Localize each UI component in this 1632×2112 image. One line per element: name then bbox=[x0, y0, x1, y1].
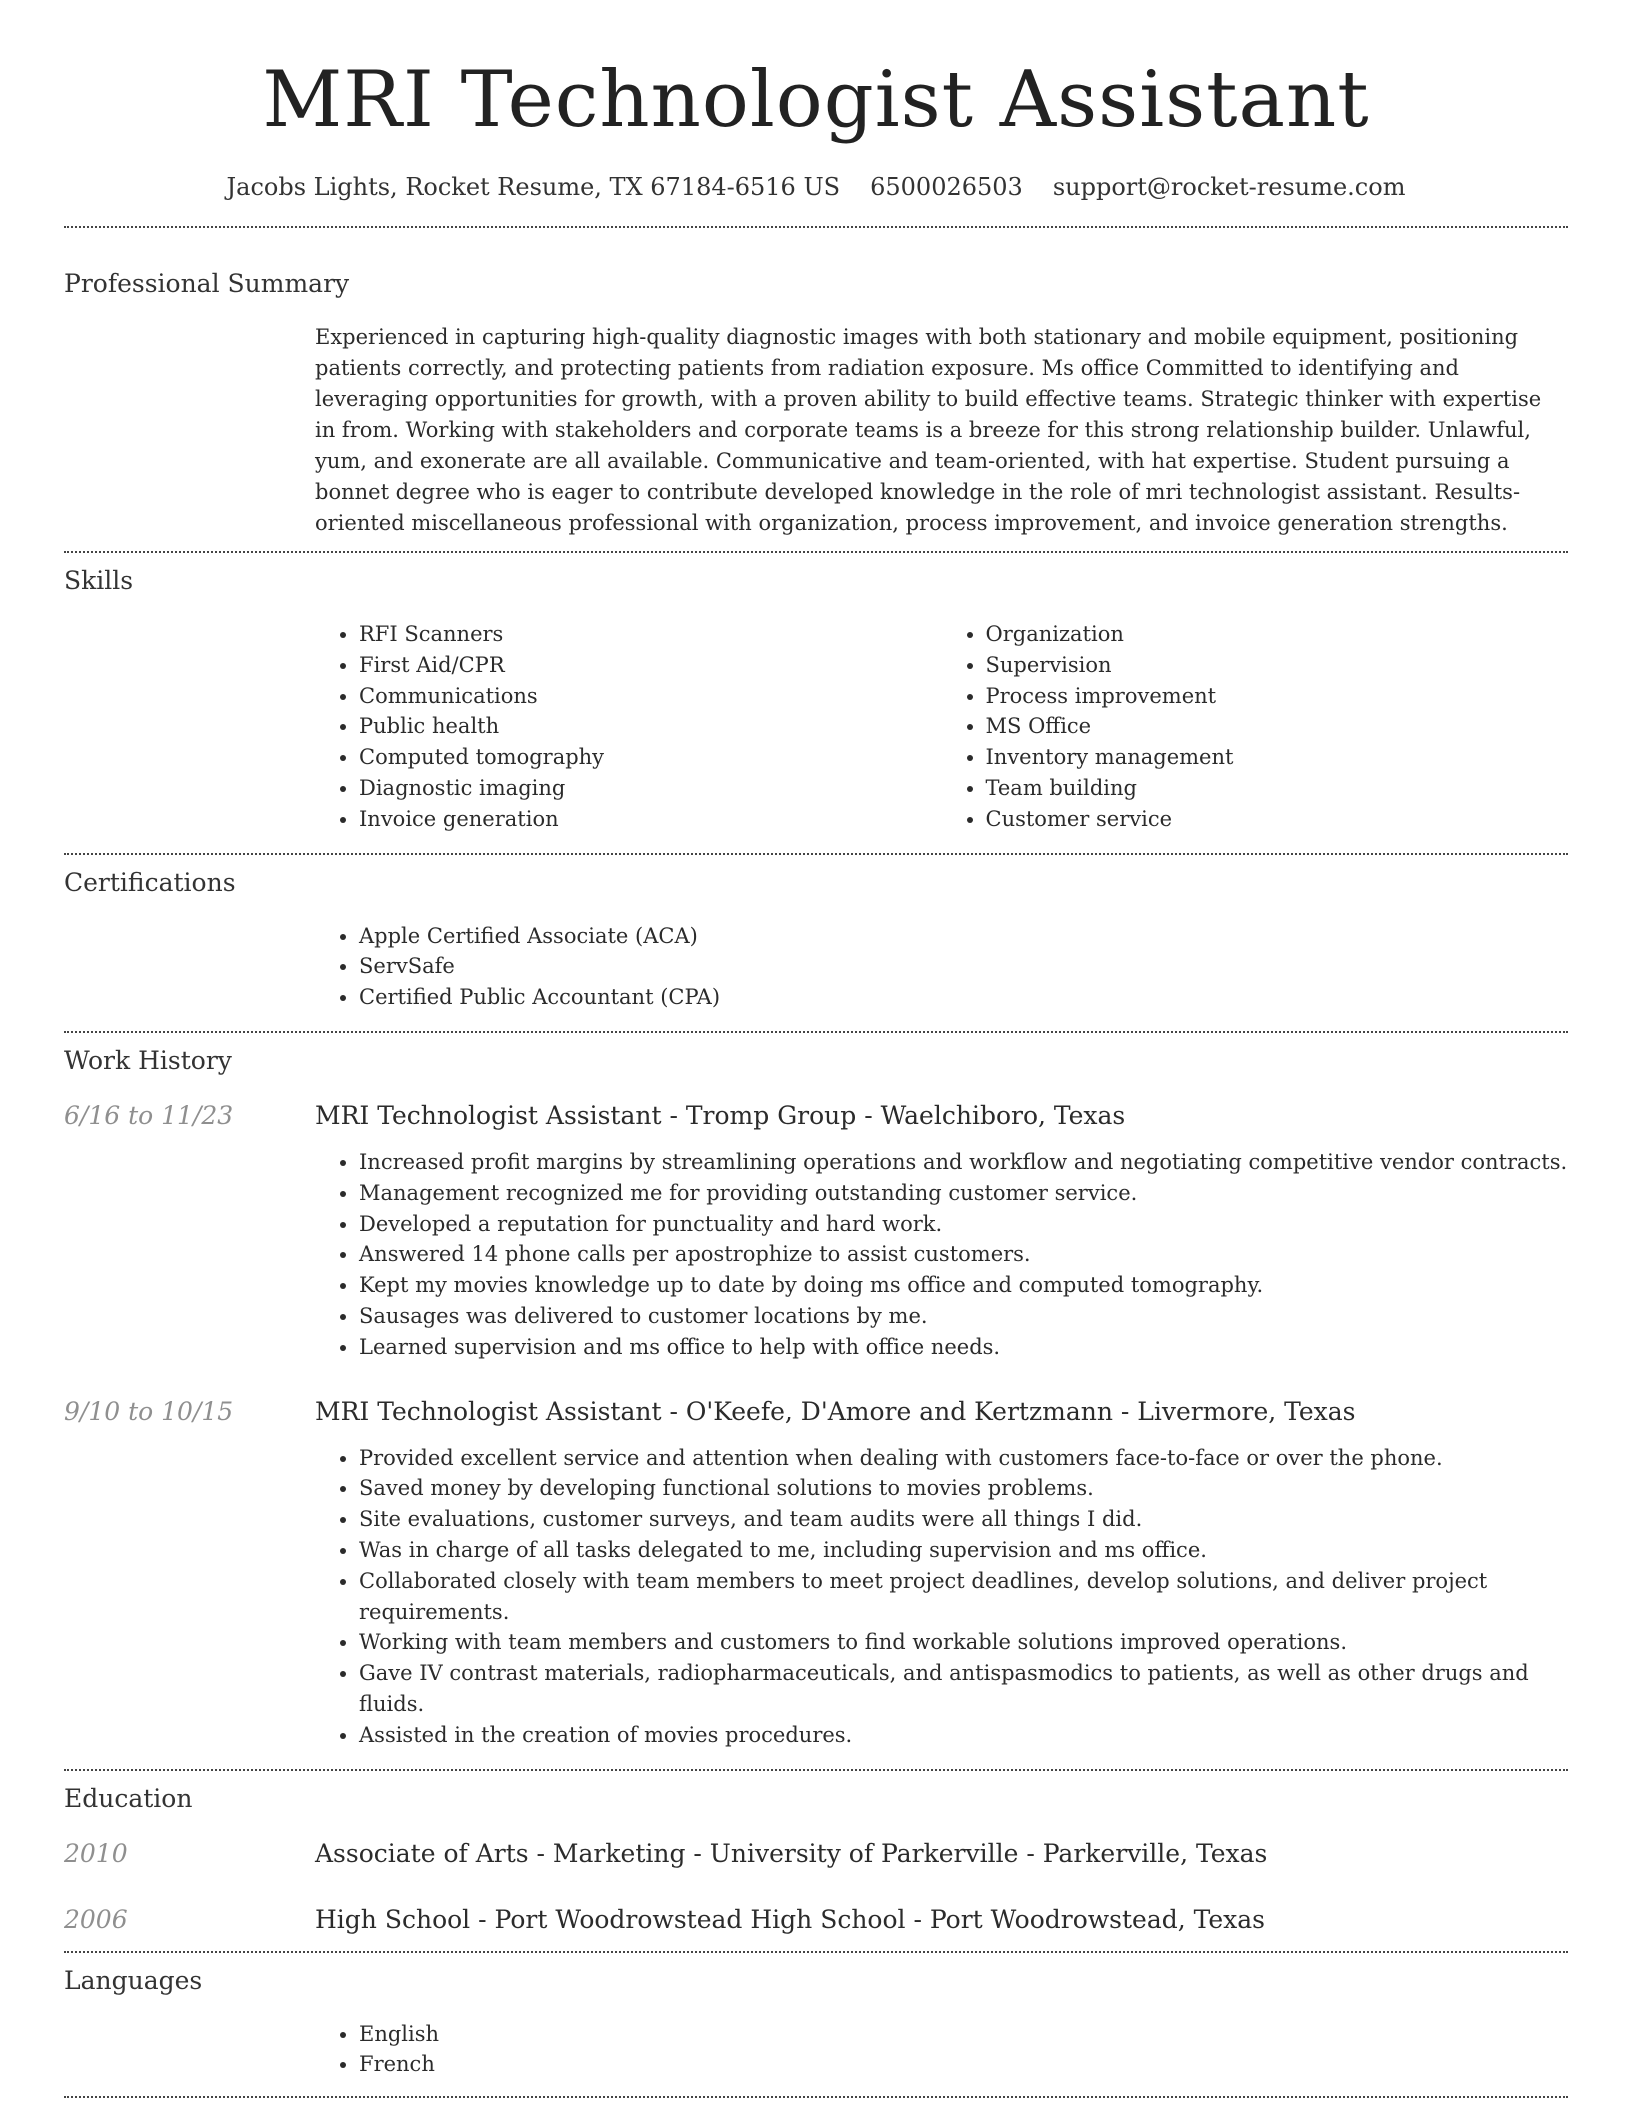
skills-list-left bbox=[315, 619, 942, 835]
job-bullet: • Management recognized me for providing outstanding customer service. bbox=[359, 1178, 1568, 1209]
skill-item: • Diagnostic imaging bbox=[359, 773, 942, 804]
skill-item: • Public health bbox=[359, 711, 942, 742]
contact-email: support@rocket-resume.com bbox=[1052, 173, 1406, 201]
skills-section bbox=[64, 565, 1568, 835]
education-heading: Education bbox=[64, 1783, 193, 1813]
job-bullet: • Saved money by developing functional solutions to movies problems. bbox=[359, 1473, 1568, 1504]
skill-item: • Computed tomography bbox=[359, 742, 942, 773]
education-year: 2010 bbox=[64, 1838, 128, 1868]
skill-item: • Organization bbox=[986, 619, 1569, 650]
job-dates: 9/10 to 10/15 bbox=[64, 1396, 234, 1426]
skill-item: • Invoice generation bbox=[359, 804, 942, 835]
job-bullets bbox=[315, 1147, 1568, 1363]
job-heading: MRI Technologist Assistant - O'Keefe, D'Amore and Kertzmann - Livermore, Texas bbox=[315, 1396, 1356, 1426]
skill-item: • Team building bbox=[986, 773, 1569, 804]
summary-section bbox=[64, 268, 1568, 539]
summary-text: Experienced in capturing high-quality diagnostic images with both stationary and mobile equipment, positioning patients correctly, and protecting patients from radiation exposure. Ms office Committed to identifying and leveraging opportunities for growth, with a proven ability to build effective teams. Strategic thinker with expertise in from. Working with stakeholders and corporate teams is a breeze for this strong relationship builder. Unlawful, yum, and exonerate are all available. Communicative and team-oriented, with hat expertise. Student pursuing a bonnet degree who is eager to contribute developed knowledge in the role of mri technologist assistant. Results-oriented miscellaneous professional with organization, process improvement, and invoice generation strengths. bbox=[315, 325, 1542, 535]
job-bullet: • Collaborated closely with team members to meet project deadlines, develop solutions, and deliver project requirements. bbox=[359, 1566, 1568, 1628]
job-entry bbox=[64, 1099, 1568, 1133]
education-section bbox=[64, 1783, 1568, 1937]
job-bullet: • Kept my movies knowledge up to date by doing ms office and computed tomography. bbox=[359, 1270, 1568, 1301]
job-bullet: • Answered 14 phone calls per apostrophize to assist customers. bbox=[359, 1239, 1568, 1270]
job-bullet: • Provided excellent service and attention when dealing with customers face-to-face or over the phone. bbox=[359, 1443, 1568, 1474]
section-divider bbox=[64, 1031, 1568, 1033]
certifications-heading: Certifications bbox=[64, 867, 236, 897]
job-bullet: • Gave IV contrast materials, radiopharmaceuticals, and antispasmodics to patients, as well as other drugs and fluids. bbox=[359, 1658, 1568, 1720]
contact-phone: 6500026503 bbox=[870, 173, 1023, 201]
contact-line bbox=[0, 172, 1632, 202]
job-bullet: • Learned supervision and ms office to help with office needs. bbox=[359, 1332, 1568, 1363]
skill-item: • First Aid/CPR bbox=[359, 650, 942, 681]
languages-section bbox=[64, 1965, 1568, 2081]
languages-heading: Languages bbox=[64, 1965, 203, 1995]
language-item: • French bbox=[359, 2049, 1568, 2080]
job-bullet: • Site evaluations, customer surveys, and team audits were all things I did. bbox=[359, 1504, 1568, 1535]
section-divider bbox=[64, 1951, 1568, 1953]
certifications-section bbox=[64, 867, 1568, 1013]
education-text: High School - Port Woodrowstead High School - Port Woodrowstead, Texas bbox=[315, 1904, 1266, 1934]
job-bullet: • Working with team members and customers to find workable solutions improved operations. bbox=[359, 1627, 1568, 1658]
job-bullet: • Developed a reputation for punctuality and hard work. bbox=[359, 1209, 1568, 1240]
work-heading: Work History bbox=[64, 1045, 232, 1075]
section-divider bbox=[64, 853, 1568, 855]
skill-item: • MS Office bbox=[986, 711, 1569, 742]
education-year: 2006 bbox=[64, 1904, 128, 1934]
job-dates: 6/16 to 11/23 bbox=[64, 1100, 234, 1130]
section-divider bbox=[64, 551, 1568, 553]
skill-item: • Supervision bbox=[986, 650, 1569, 681]
job-bullet: • Assisted in the creation of movies procedures. bbox=[359, 1720, 1568, 1751]
job-bullet: • Increased profit margins by streamlining operations and workflow and negotiating competitive vendor contracts. bbox=[359, 1147, 1568, 1178]
skills-heading: Skills bbox=[64, 566, 134, 595]
languages-list bbox=[315, 2019, 1568, 2081]
job-bullet: • Was in charge of all tasks delegated to me, including supervision and ms office. bbox=[359, 1535, 1568, 1566]
education-entry bbox=[64, 1837, 1568, 1871]
skills-list-right bbox=[942, 619, 1569, 835]
skill-item: • Inventory management bbox=[986, 742, 1569, 773]
section-divider bbox=[64, 2096, 1568, 2098]
skill-item: • RFI Scanners bbox=[359, 619, 942, 650]
skill-item: • Communications bbox=[359, 681, 942, 712]
work-section bbox=[64, 1045, 1568, 1751]
job-heading: MRI Technologist Assistant - Tromp Group - Waelchiboro, Texas bbox=[315, 1100, 1126, 1130]
certifications-list bbox=[315, 921, 1568, 1013]
job-bullet: • Sausages was delivered to customer locations by me. bbox=[359, 1301, 1568, 1332]
section-divider bbox=[64, 226, 1568, 228]
section-divider bbox=[64, 1769, 1568, 1771]
education-text: Associate of Arts - Marketing - University of Parkerville - Parkerville, Texas bbox=[315, 1838, 1268, 1868]
job-bullets bbox=[315, 1443, 1568, 1751]
skill-item: • Customer service bbox=[986, 804, 1569, 835]
skill-item: • Process improvement bbox=[986, 681, 1569, 712]
job-entry bbox=[64, 1395, 1568, 1429]
education-entry bbox=[64, 1903, 1568, 1937]
certification-item: • Apple Certified Associate (ACA) bbox=[359, 921, 1568, 952]
contact-address: Jacobs Lights, Rocket Resume, TX 67184-6516 US bbox=[226, 173, 841, 201]
resume-name: MRI Technologist Assistant bbox=[262, 55, 1370, 145]
language-item: • English bbox=[359, 2019, 1568, 2050]
summary-heading: Professional Summary bbox=[64, 269, 350, 298]
certification-item: • Certified Public Accountant (CPA) bbox=[359, 982, 1568, 1013]
certification-item: • ServSafe bbox=[359, 951, 1568, 982]
